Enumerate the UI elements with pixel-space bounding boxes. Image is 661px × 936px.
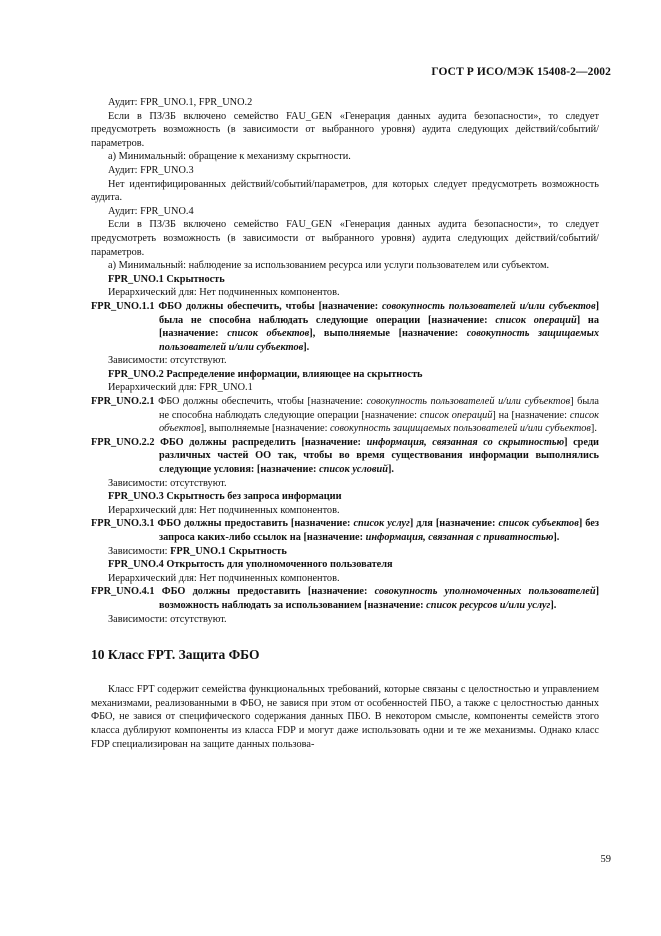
element-uno-3-1 [91, 517, 599, 544]
element-text: ФБО должны обеспечить, чтобы [назначение: [154, 300, 383, 312]
element-text: ] была не способна наблюдать следующие операции [назначение: [159, 300, 599, 326]
audit-list-item-1: а) Минимальный: обращение к механизму скрытности. [108, 151, 351, 163]
dependencies-label: Зависимости: [108, 545, 171, 557]
element-id: FPR_UNO.2.2 [91, 436, 155, 448]
assignment-text: список объектов [159, 409, 599, 435]
assignment-text: информация, связанная с приватностью [365, 532, 554, 543]
element-text: ФБО должны предоставить [назначение: [154, 518, 354, 530]
element-text: ] среди различных частей ОО так, чтобы во время существования информации выполнялись следующие условия: [назначение: [159, 436, 599, 476]
dependencies-value: FPR_UNO.1 Скрытность [170, 545, 287, 557]
element-id: FPR_UNO.1.1 [91, 300, 155, 312]
assignment-text: список объектов [227, 328, 310, 340]
assignment-text: список операций [419, 409, 493, 421]
audit-line-uno-3: Аудит: FPR_UNO.3 [108, 164, 194, 176]
element-uno-4-1 [91, 585, 599, 612]
assignment-text: совокупность пользователей и/или субъектов [382, 300, 596, 312]
component-dependencies-uno-4: Зависимости: отсутствуют. [108, 613, 227, 625]
element-text: ] без запроса каких-либо ссылок на [назначение: [159, 518, 599, 543]
element-text: ] на [назначение: [492, 409, 570, 421]
section-heading: 10 Класс FPT. Защита ФБО [91, 647, 260, 663]
component-title-uno-1: FPR_UNO.1 Скрытность [108, 273, 225, 285]
element-id: FPR_UNO.2.1 [91, 396, 155, 408]
element-text: ] была не способна наблюдать следующие операции [назначение: [159, 396, 599, 421]
audit-paragraph-3: Если в ПЗ/ЗБ включено семейство FAU_GEN «Генерация данных аудита безопасности», то следует предусмотреть возможность (в зависимости от выбранного уровня) аудита следующих действий/событий/параметров. [91, 219, 599, 258]
component-hierarchy-uno-1: Иерархический для: Нет подчиненных компонентов. [108, 287, 340, 299]
element-uno-2-2 [91, 436, 599, 477]
assignment-text: совокупность пользователей и/или субъектов [366, 396, 571, 408]
audit-line-uno-1-2: Аудит: FPR_UNO.1, FPR_UNO.2 [108, 97, 253, 108]
component-hierarchy-uno-2: Иерархический для: FPR_UNO.1 [108, 382, 253, 394]
audit-line-uno-4: Аудит: FPR_UNO.4 [108, 205, 194, 217]
component-title-uno-3: FPR_UNO.3 Скрытность без запроса информации [108, 491, 342, 503]
element-uno-2-1 [91, 395, 599, 436]
section-paragraph: Класс FPT содержит семейства функциональных требований, которые связаны с целостностью и управлением механизмами, реализованными в ФБО, не завися при этом от особенностей ПБО, а также с целостностью данных ФБО, не завися от специфического содержания данных ПБО. В некотором смысле, компоненты семейств этого класса дублируют компоненты из класса FDP и могут даже использовать одни и те же механизмы. Однако класс FDP специализирован на защите данных пользова- [91, 684, 599, 750]
audit-paragraph-1: Если в ПЗ/ЗБ включено семейство FAU_GEN «Генерация данных аудита безопасности», то следует предусмотреть возможность (в зависимости от выбранного уровня) аудита следующих действий/событий/параметров. [91, 110, 599, 149]
component-title-uno-2: FPR_UNO.2 Распределение информации, влияющее на скрытность [108, 368, 423, 380]
element-text: ФБО должны предоставить [назначение: [154, 586, 375, 598]
assignment-text: совокупность уполномоченных пользователей [374, 586, 596, 598]
element-text: ], выполняемые [назначение: [309, 328, 467, 340]
assignment-text: список ресурсов и/или услуг [426, 599, 551, 611]
element-text: ]. [550, 599, 557, 611]
element-id: FPR_UNO.4.1 [91, 586, 155, 598]
component-dependencies-uno-1: Зависимости: отсутствуют. [108, 355, 227, 367]
component-hierarchy-uno-3: Иерархический для: Нет подчиненных компонентов. [108, 504, 340, 516]
assignment-text: совокупность защищаемых пользователей и/или субъектов [330, 423, 591, 435]
audit-paragraph-2: Нет идентифицированных действий/событий/параметров, для которых следует предусмотреть возможность аудита. [91, 178, 599, 204]
page-number: 59 [600, 854, 611, 865]
element-text: ] на [назначение: [159, 314, 599, 340]
component-dependencies-uno-3 [91, 545, 599, 559]
element-text: ]. [553, 532, 560, 543]
element-id: FPR_UNO.3.1 [91, 518, 155, 530]
assignment-text: совокупность защищаемых пользователей и/или субъектов [159, 328, 599, 353]
element-text: ]. [387, 464, 394, 476]
component-title-uno-4: FPR_UNO.4 Открытость для уполномоченного пользователя [108, 559, 393, 571]
component-dependencies-uno-2: Зависимости: отсутствуют. [108, 477, 227, 489]
assignment-text: информация, связанная со скрытностью [366, 436, 565, 448]
element-text: ] возможность наблюдать за использованием [назначение: [159, 586, 599, 611]
assignment-text: список операций [495, 314, 577, 326]
component-hierarchy-uno-4: Иерархический для: Нет подчиненных компонентов. [108, 572, 340, 584]
document-header-title: ГОСТ Р ИСО/МЭК 15408-2—2002 [431, 66, 611, 78]
element-uno-1-1 [91, 300, 599, 354]
assignment-text: список услуг [353, 518, 410, 530]
element-text: ФБО должны распределить [назначение: [154, 436, 367, 448]
element-text: ]. [590, 423, 597, 435]
element-text: ] для [назначение: [409, 518, 499, 530]
audit-list-item-2: а) Минимальный: наблюдение за использованием ресурса или услуги пользователем или субъектом. [108, 260, 550, 272]
page-content [91, 96, 599, 751]
element-text: ФБО должны обеспечить, чтобы [назначение: [154, 396, 367, 408]
element-text: ], выполняемые [назначение: [200, 423, 331, 435]
element-text: ]. [303, 341, 310, 353]
assignment-text: список субъектов [498, 518, 579, 530]
assignment-text: список условий [319, 464, 388, 476]
